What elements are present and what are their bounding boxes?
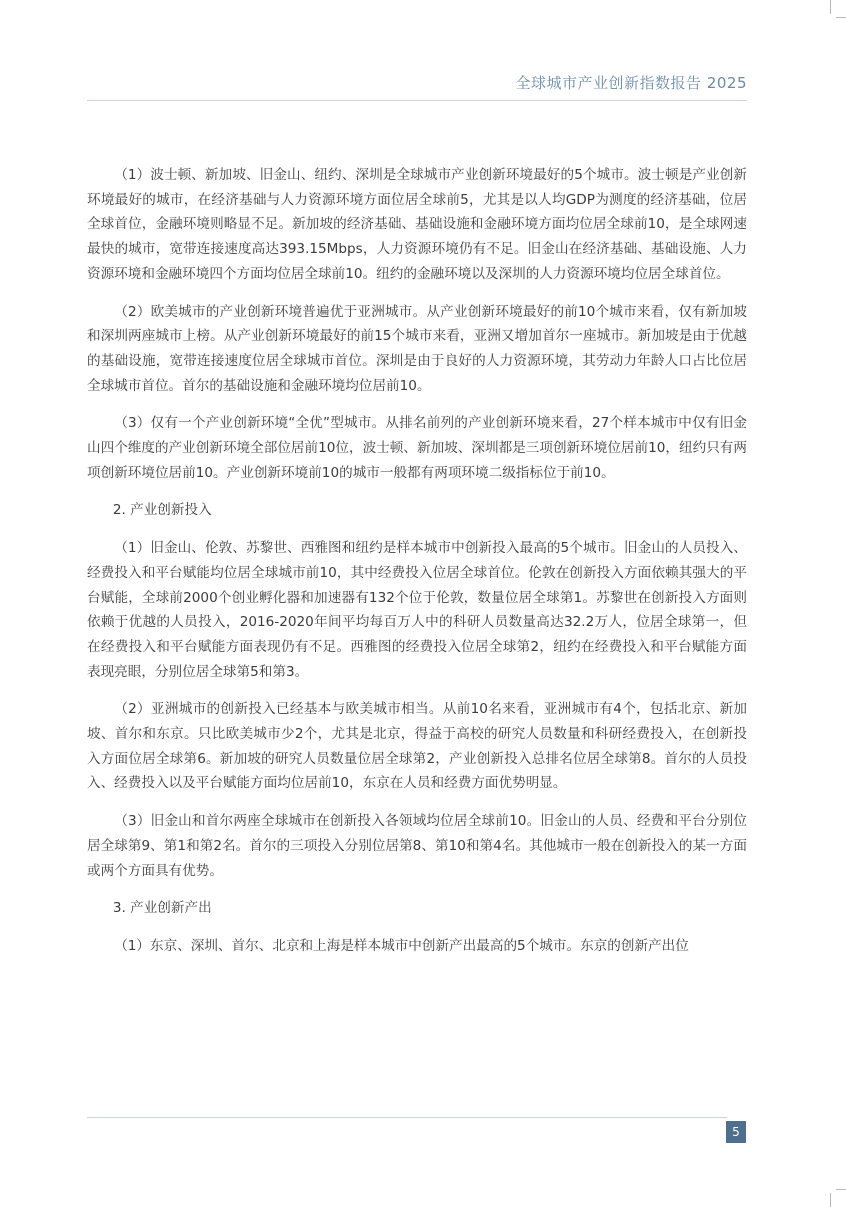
section-heading-innovation-output: 3. 产业创新产出 (112, 900, 212, 917)
paragraph-environment-2: （2）欧美城市的产业创新环境普遍优于亚洲城市。从产业创新环境最好的前10个城市来看，仅有新加坡和深圳两座城市上榜。从产业创新环境最好的前15个城市来看，亚洲又增加首尔一座城市。新加坡是由于优越的基础设施，宽带连接速度位居全球城市首位。深圳是由于良好的人力资源环境，其劳动力年龄人口占比位居全球城市首位。首尔的基础设施和金融环境均位居前10。 (87, 303, 747, 394)
page-header (87, 72, 747, 101)
paragraph-input-3: （3）旧金山和首尔两座全球城市在创新投入各领域均位居全球前10。旧金山的人员、经费和平台分别位居全球第9、第1和第2名。首尔的三项投入分别位居第8、第10和第4名。其他城市一般在创新投入的某一方面或两个方面具有优势。 (87, 813, 747, 879)
crop-mark-bottom (830, 1193, 831, 1207)
paragraph-environment-3: （3）仅有一个产业创新环境“全优”型城市。从排名前列的产业创新环境来看，27个样本城市中仅有旧金山四个维度的产业创新环境全部位居前10位，波士顿、新加坡、深圳都是三项创新环境位居前10，纽约只有两项创新环境位居前10。产业创新环境前10的城市一般都有两项环境二级指标位于前10。 (87, 415, 747, 481)
paragraph-environment-1: （1）波士顿、新加坡、旧金山、纽约、深圳是全球城市产业创新环境最好的5个城市。波士顿是产业创新环境最好的城市，在经济基础与人力资源环境方面位居全球前5，尤其是以人均GDP为测度的经济基础，位居全球首位，金融环境则略显不足。新加坡的经济基础、基础设施和金融环境方面均位居全球前10，是全球网速最快的城市，宽带连接速度高达393.15Mbps，人力资源环境仍有不足。旧金山在经济基础、基础设施、人力资源环境和金融环境四个方面均位居全球前10。纽约的金融环境以及深圳的人力资源环境均位居全球首位。 (87, 167, 747, 282)
paragraph-input-2: （2）亚洲城市的创新投入已经基本与欧美城市相当。从前10名来看，亚洲城市有4个，包括北京、新加坡、首尔和东京。只比欧美城市少2个，尤其是北京，得益于高校的研究人员数量和科研经费投入，在创新投入方面位居全球第6。新加坡的研究人员数量位居全球第2，产业创新投入总排名位居全球第8。首尔的人员投入、经费投入以及平台赋能方面均位居前10，东京在人员和经费方面优势明显。 (87, 701, 747, 792)
header-divider (87, 100, 747, 101)
section-heading-innovation-input: 2. 产业创新投入 (112, 502, 212, 519)
crop-mark-bottom-right (836, 1189, 846, 1190)
footer-divider (87, 1117, 727, 1118)
crop-mark-top (830, 0, 831, 14)
report-title: 全球城市产业创新指数报告 2025 (515, 74, 747, 92)
page-number: 5 (726, 1121, 746, 1143)
crop-mark-top-right (836, 17, 846, 18)
paragraph-output-1: （1）东京、深圳、首尔、北京和上海是样本城市中创新产出最高的5个城市。东京的创新产出位 (114, 937, 689, 954)
paragraph-input-1: （1）旧金山、伦敦、苏黎世、西雅图和纽约是样本城市中创新投入最高的5个城市。旧金山的人员投入、经费投入和平台赋能均位居全球城市前10，其中经费投入位居全球首位。伦敦在创新投入方面依赖其强大的平台赋能，全球前2000个创业孵化器和加速器有132个位于伦敦，数量位居全球第1。苏黎世在创新投入方面则依赖于优越的人员投入，2016-2020年间平均每百万人中的科研人员数量高达32.2万人，位居全球第一，但在经费投入和平台赋能方面表现仍有不足。西雅图的经费投入位居全球第2，纽约在经费投入和平台赋能方面表现亮眼，分别位居全球第5和第3。 (87, 540, 747, 680)
page-body (87, 163, 747, 972)
